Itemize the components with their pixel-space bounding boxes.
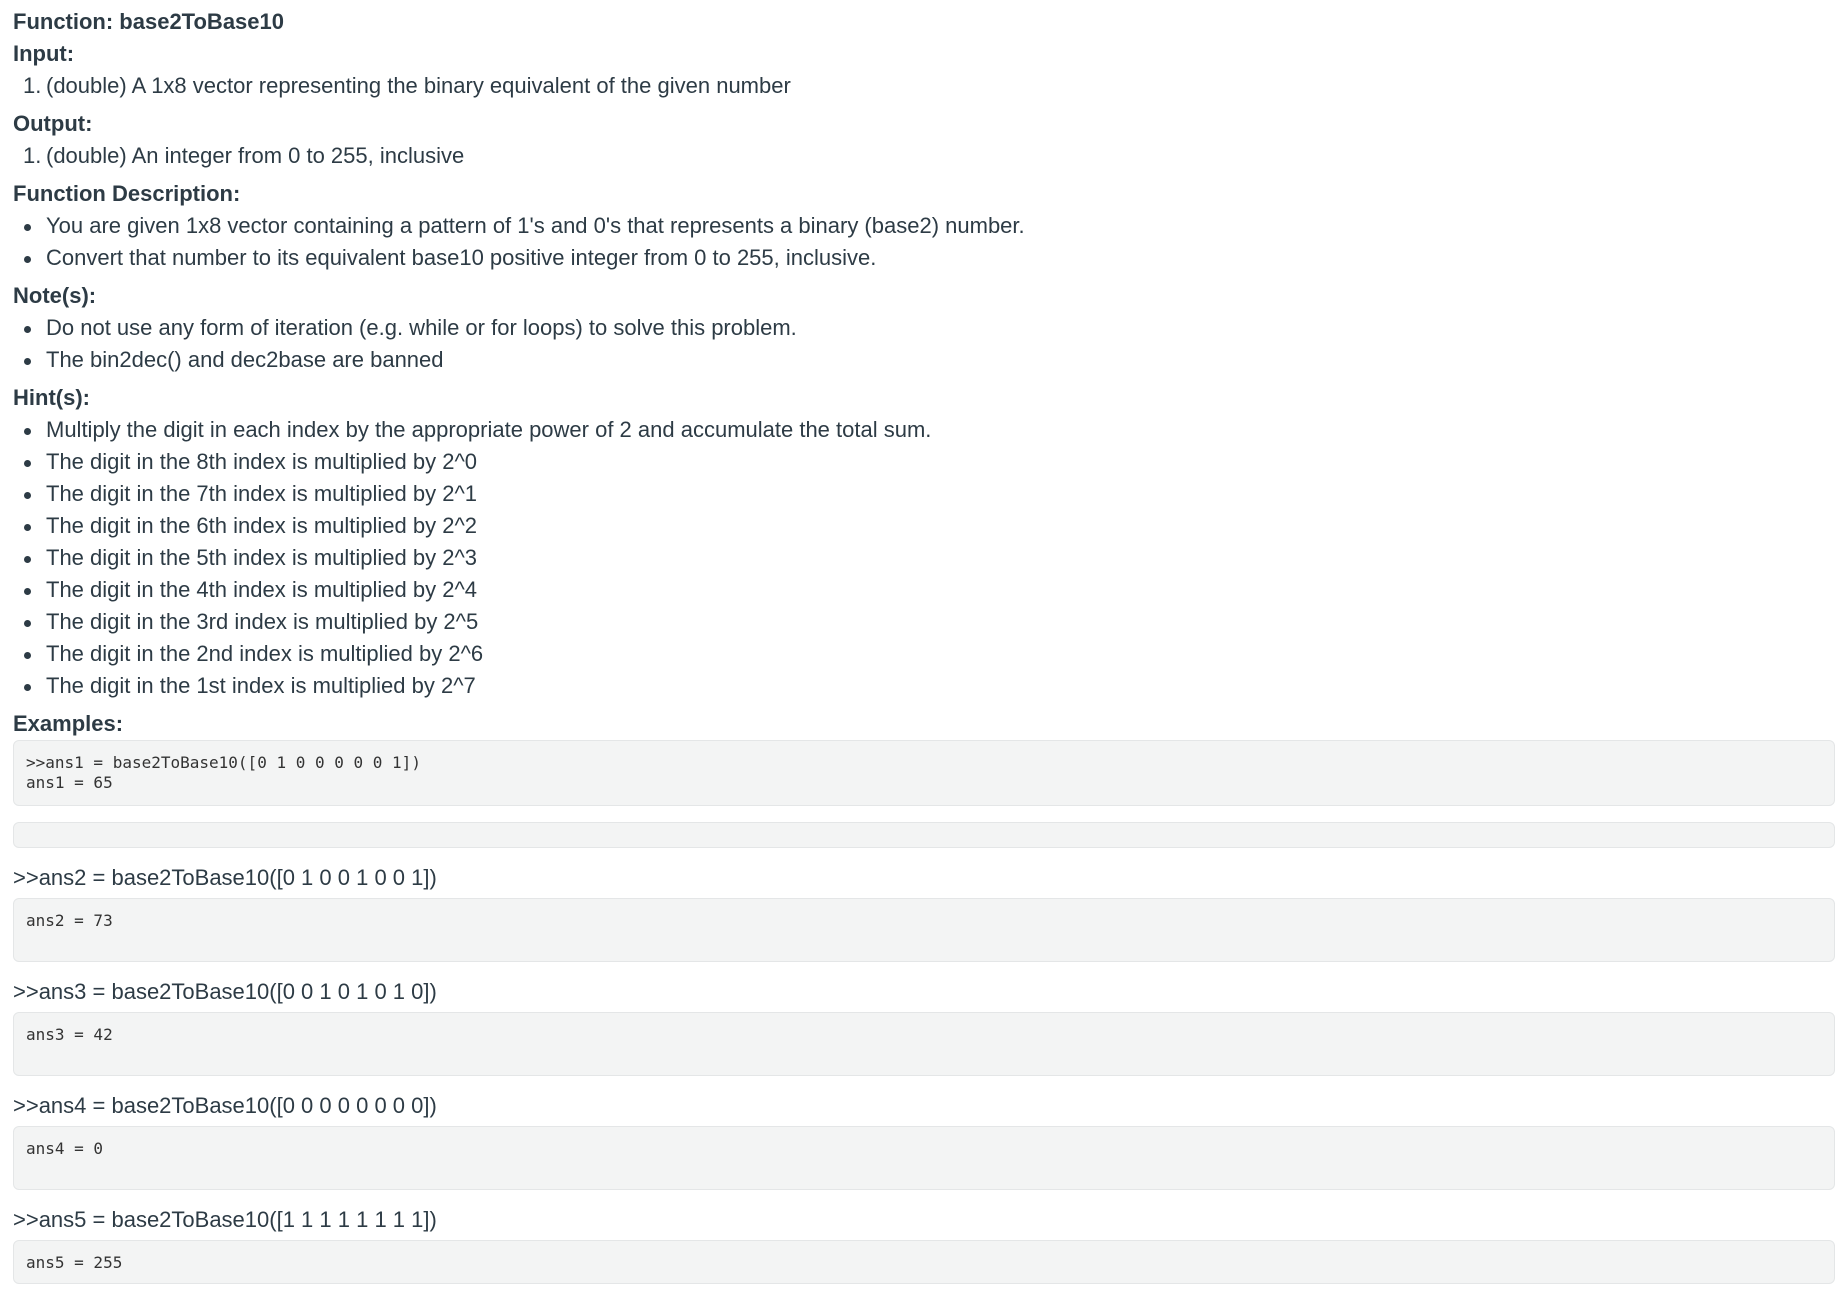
list-item: You are given 1x8 vector containing a pattern of 1's and 0's that represents a binary (base2) number. [13, 210, 1835, 242]
list-item: Multiply the digit in each index by the appropriate power of 2 and accumulate the total sum. [13, 414, 1835, 446]
list-item: The digit in the 5th index is multiplied by 2^3 [13, 542, 1835, 574]
bullet-icon [24, 588, 31, 595]
examples-heading: Examples: [13, 711, 124, 736]
code-block-result-5: ans5 = 255 [13, 1240, 1835, 1284]
list-item: The digit in the 6th index is multiplied by 2^2 [13, 510, 1835, 542]
input-heading: Input: [13, 41, 75, 66]
list-item: The digit in the 1st index is multiplied by 2^7 [13, 670, 1835, 702]
list-item: The digit in the 3rd index is multiplied by 2^5 [13, 606, 1835, 638]
code-block-example-1: >>ans1 = base2ToBase10([0 1 0 0 0 0 0 1]) ans1 = 65 [13, 740, 1835, 806]
bullet-icon [24, 524, 31, 531]
example-call-3: >>ans3 = base2ToBase10([0 0 1 0 1 0 1 0]) [13, 979, 437, 1004]
list-item: Convert that number to its equivalent base10 positive integer from 0 to 255, inclusive. [13, 242, 1835, 274]
bullet-icon [24, 492, 31, 499]
notes-list [13, 312, 1835, 376]
code-block-result-2: ans2 = 73 [13, 898, 1835, 962]
code-block-result-3: ans3 = 42 [13, 1012, 1835, 1076]
example-call-5: >>ans5 = base2ToBase10([1 1 1 1 1 1 1 1]) [13, 1207, 437, 1232]
function-title: Function: base2ToBase10 [13, 9, 284, 34]
list-item: The digit in the 7th index is multiplied by 2^1 [13, 478, 1835, 510]
hints-heading: Hint(s): [13, 385, 90, 410]
example-call-4: >>ans4 = base2ToBase10([0 0 0 0 0 0 0 0]) [13, 1093, 437, 1118]
list-item: The digit in the 2nd index is multiplied by 2^6 [13, 638, 1835, 670]
bullet-icon [24, 652, 31, 659]
bullet-icon [24, 256, 31, 263]
bullet-icon [24, 224, 31, 231]
bullet-icon [24, 428, 31, 435]
input-list [13, 70, 1835, 102]
bullet-icon [24, 460, 31, 467]
output-heading: Output: [13, 111, 93, 136]
list-item: The digit in the 4th index is multiplied by 2^4 [13, 574, 1835, 606]
output-list [13, 140, 1835, 172]
bullet-icon [24, 358, 31, 365]
description-heading: Function Description: [13, 181, 241, 206]
hints-list [13, 414, 1835, 702]
bullet-icon [24, 684, 31, 691]
bullet-icon [24, 620, 31, 627]
bullet-icon [24, 326, 31, 333]
list-item: Do not use any form of iteration (e.g. while or for loops) to solve this problem. [13, 312, 1835, 344]
bullet-icon [24, 556, 31, 563]
code-block-result-4: ans4 = 0 [13, 1126, 1835, 1190]
code-block-empty [13, 822, 1835, 848]
description-list [13, 210, 1835, 274]
input-item: 1. (double) A 1x8 vector representing the binary equivalent of the given number [23, 73, 791, 98]
output-item: 1. (double) An integer from 0 to 255, inclusive [23, 143, 465, 168]
list-item: The digit in the 8th index is multiplied by 2^0 [13, 446, 1835, 478]
list-item: The bin2dec() and dec2base are banned [13, 344, 1835, 376]
notes-heading: Note(s): [13, 283, 97, 308]
example-call-2: >>ans2 = base2ToBase10([0 1 0 0 1 0 0 1]) [13, 865, 437, 890]
